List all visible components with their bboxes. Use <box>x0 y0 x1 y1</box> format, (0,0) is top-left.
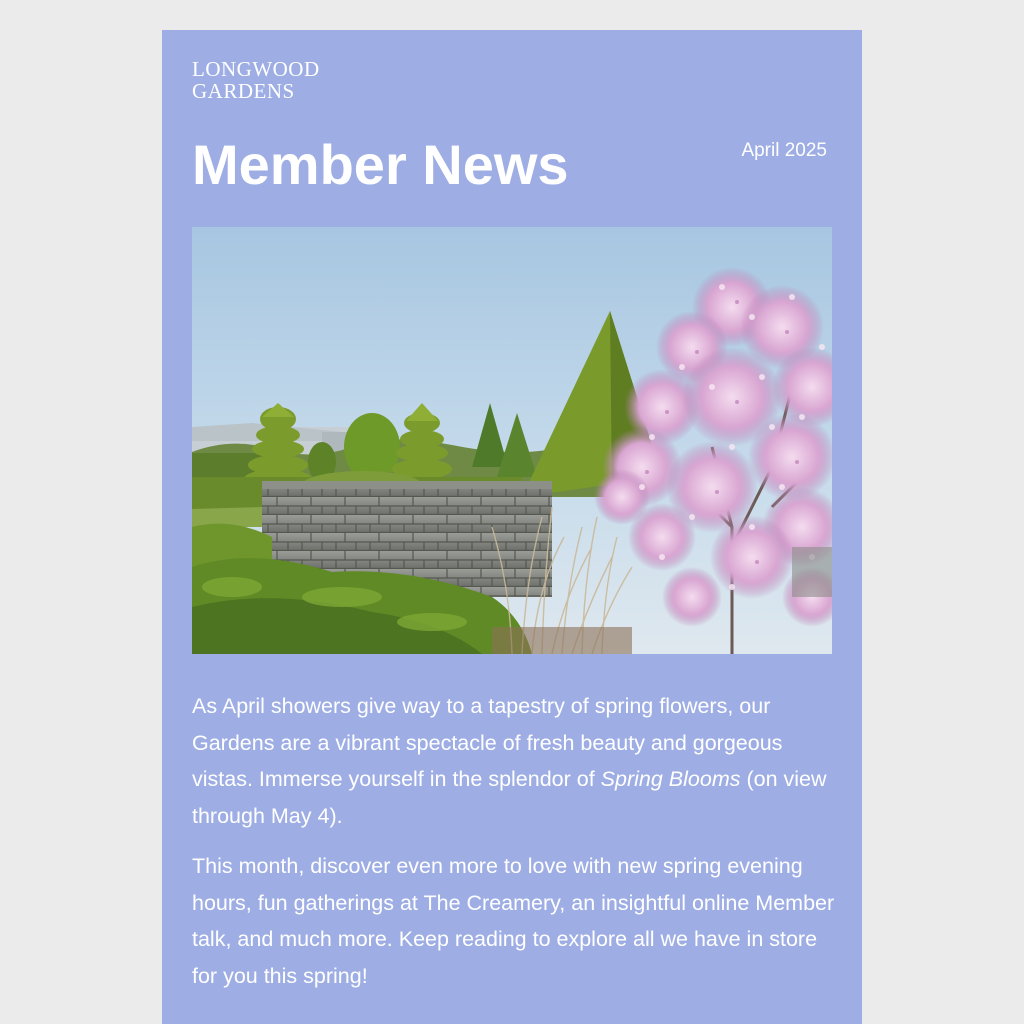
intro-text <box>192 688 837 1008</box>
newsletter-card <box>162 30 862 1024</box>
logo-line-1: LONGWOOD <box>192 57 320 81</box>
intro-p1-part2: (on view through May 4). <box>192 767 827 828</box>
intro-paragraph-2: This month, discover even more to love with new spring evening hours, fun gatherings at The Creamery, an insightful online Member talk, and much more. Keep reading to explore all we have in store for you this spring! <box>192 854 835 988</box>
longwood-gardens-logo[interactable] <box>192 58 320 102</box>
intro-paragraph-1 <box>192 688 837 834</box>
intro-p1-part1: As April showers give way to a tapestry of spring flowers, our Gardens are a vibrant spectacle of fresh beauty and gorgeous vistas. Immerse yourself in the splendor of <box>192 694 783 791</box>
hero-image[interactable] <box>192 227 832 654</box>
logo-line-2: GARDENS <box>192 79 295 103</box>
page-title: Member News <box>192 133 569 196</box>
spring-blooms-title: Spring Blooms <box>600 767 741 791</box>
issue-date: April 2025 <box>741 140 827 161</box>
